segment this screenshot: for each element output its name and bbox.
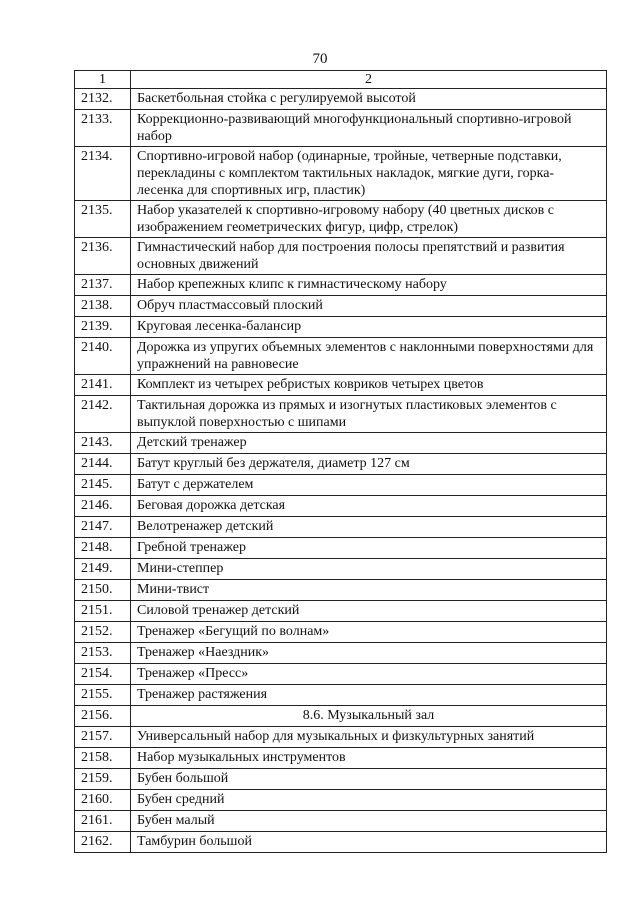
item-name-cell: Набор указателей к спортивно-игровому набору (40 цветных дисков с изображением геометрических фигур, цифр, стрелок) <box>131 201 607 238</box>
page-number: 70 <box>312 51 328 67</box>
table-row <box>75 538 607 559</box>
header-cell-name: 2 <box>131 71 607 89</box>
row-number-cell: 2161. <box>75 811 131 832</box>
table-row <box>75 147 607 201</box>
row-number-cell: 2155. <box>75 685 131 706</box>
table-row <box>75 338 607 375</box>
item-name-cell: Тамбурин большой <box>131 832 607 853</box>
row-number-cell: 2156. <box>75 706 131 727</box>
row-number-cell: 2137. <box>75 275 131 296</box>
item-name-cell: Тренажер «Пресс» <box>131 664 607 685</box>
item-name-cell: Набор музыкальных инструментов <box>131 748 607 769</box>
item-name-cell: Дорожка из упругих объемных элементов с наклонными поверхностями для упражнений на равновесие <box>131 338 607 375</box>
table-row <box>75 89 607 110</box>
table-row <box>75 832 607 853</box>
row-number-cell: 2162. <box>75 832 131 853</box>
item-name-cell: Комплект из четырех ребристых ковриков четырех цветов <box>131 375 607 396</box>
row-number-cell: 2144. <box>75 454 131 475</box>
item-name-cell: Коррекционно-развивающий многофункциональный спортивно-игровой набор <box>131 110 607 147</box>
equipment-table <box>74 70 607 853</box>
row-number-cell: 2151. <box>75 601 131 622</box>
table-row <box>75 433 607 454</box>
item-name-cell: Бубен малый <box>131 811 607 832</box>
item-name-cell: Велотренажер детский <box>131 517 607 538</box>
table-row <box>75 664 607 685</box>
row-number-cell: 2138. <box>75 296 131 317</box>
row-number-cell: 2136. <box>75 238 131 275</box>
item-name-cell: Спортивно-игровой набор (одинарные, тройные, четверные подставки, перекладины с комплектом тактильных накладок, мягкие дуги, горка-лесенка для спортивных игр, пластик) <box>131 147 607 201</box>
table-row <box>75 559 607 580</box>
item-name-cell: Батут с держателем <box>131 475 607 496</box>
table-row <box>75 601 607 622</box>
table-row <box>75 475 607 496</box>
table-row <box>75 643 607 664</box>
item-name-cell: Беговая дорожка детская <box>131 496 607 517</box>
item-name-cell: Универсальный набор для музыкальных и физкультурных занятий <box>131 727 607 748</box>
row-number-cell: 2134. <box>75 147 131 201</box>
table-row <box>75 396 607 433</box>
row-number-cell: 2150. <box>75 580 131 601</box>
table-row <box>75 496 607 517</box>
table-row <box>75 275 607 296</box>
table-body <box>75 71 607 853</box>
row-number-cell: 2152. <box>75 622 131 643</box>
item-name-cell: Тренажер «Бегущий по волнам» <box>131 622 607 643</box>
item-name-cell: Детский тренажер <box>131 433 607 454</box>
row-number-cell: 2154. <box>75 664 131 685</box>
row-number-cell: 2142. <box>75 396 131 433</box>
table-row <box>75 296 607 317</box>
table-row <box>75 110 607 147</box>
row-number-cell: 2148. <box>75 538 131 559</box>
row-number-cell: 2140. <box>75 338 131 375</box>
table-row <box>75 790 607 811</box>
table-row <box>75 727 607 748</box>
item-name-cell: Гимнастический набор для построения полосы препятствий и развития основных движений <box>131 238 607 275</box>
table-row <box>75 748 607 769</box>
section-title-cell: 8.6. Музыкальный зал <box>131 706 607 727</box>
row-number-cell: 2149. <box>75 559 131 580</box>
item-name-cell: Обруч пластмассовый плоский <box>131 296 607 317</box>
row-number-cell: 2159. <box>75 769 131 790</box>
row-number-cell: 2141. <box>75 375 131 396</box>
row-number-cell: 2160. <box>75 790 131 811</box>
table-row <box>75 685 607 706</box>
item-name-cell: Мини-степпер <box>131 559 607 580</box>
row-number-cell: 2135. <box>75 201 131 238</box>
item-name-cell: Мини-твист <box>131 580 607 601</box>
table-row <box>75 201 607 238</box>
item-name-cell: Бубен средний <box>131 790 607 811</box>
row-number-cell: 2143. <box>75 433 131 454</box>
row-number-cell: 2147. <box>75 517 131 538</box>
item-name-cell: Набор крепежных клипс к гимнастическому набору <box>131 275 607 296</box>
row-number-cell: 2132. <box>75 89 131 110</box>
row-number-cell: 2153. <box>75 643 131 664</box>
row-number-cell: 2139. <box>75 317 131 338</box>
table-header-row <box>75 71 607 89</box>
table-row <box>75 317 607 338</box>
item-name-cell: Силовой тренажер детский <box>131 601 607 622</box>
row-number-cell: 2157. <box>75 727 131 748</box>
table-row <box>75 517 607 538</box>
table-row <box>75 769 607 790</box>
item-name-cell: Батут круглый без держателя, диаметр 127 см <box>131 454 607 475</box>
table-row <box>75 622 607 643</box>
header-cell-number: 1 <box>75 71 131 89</box>
table-row <box>75 238 607 275</box>
item-name-cell: Тактильная дорожка из прямых и изогнутых пластиковых элементов с выпуклой поверхностью с шипами <box>131 396 607 433</box>
table-row <box>75 454 607 475</box>
table-row <box>75 580 607 601</box>
row-number-cell: 2158. <box>75 748 131 769</box>
item-name-cell: Баскетбольная стойка с регулируемой высотой <box>131 89 607 110</box>
item-name-cell: Тренажер «Наездник» <box>131 643 607 664</box>
item-name-cell: Бубен большой <box>131 769 607 790</box>
row-number-cell: 2145. <box>75 475 131 496</box>
table-row <box>75 375 607 396</box>
item-name-cell: Гребной тренажер <box>131 538 607 559</box>
section-row <box>75 706 607 727</box>
table-row <box>75 811 607 832</box>
row-number-cell: 2146. <box>75 496 131 517</box>
row-number-cell: 2133. <box>75 110 131 147</box>
item-name-cell: Круговая лесенка-балансир <box>131 317 607 338</box>
item-name-cell: Тренажер растяжения <box>131 685 607 706</box>
